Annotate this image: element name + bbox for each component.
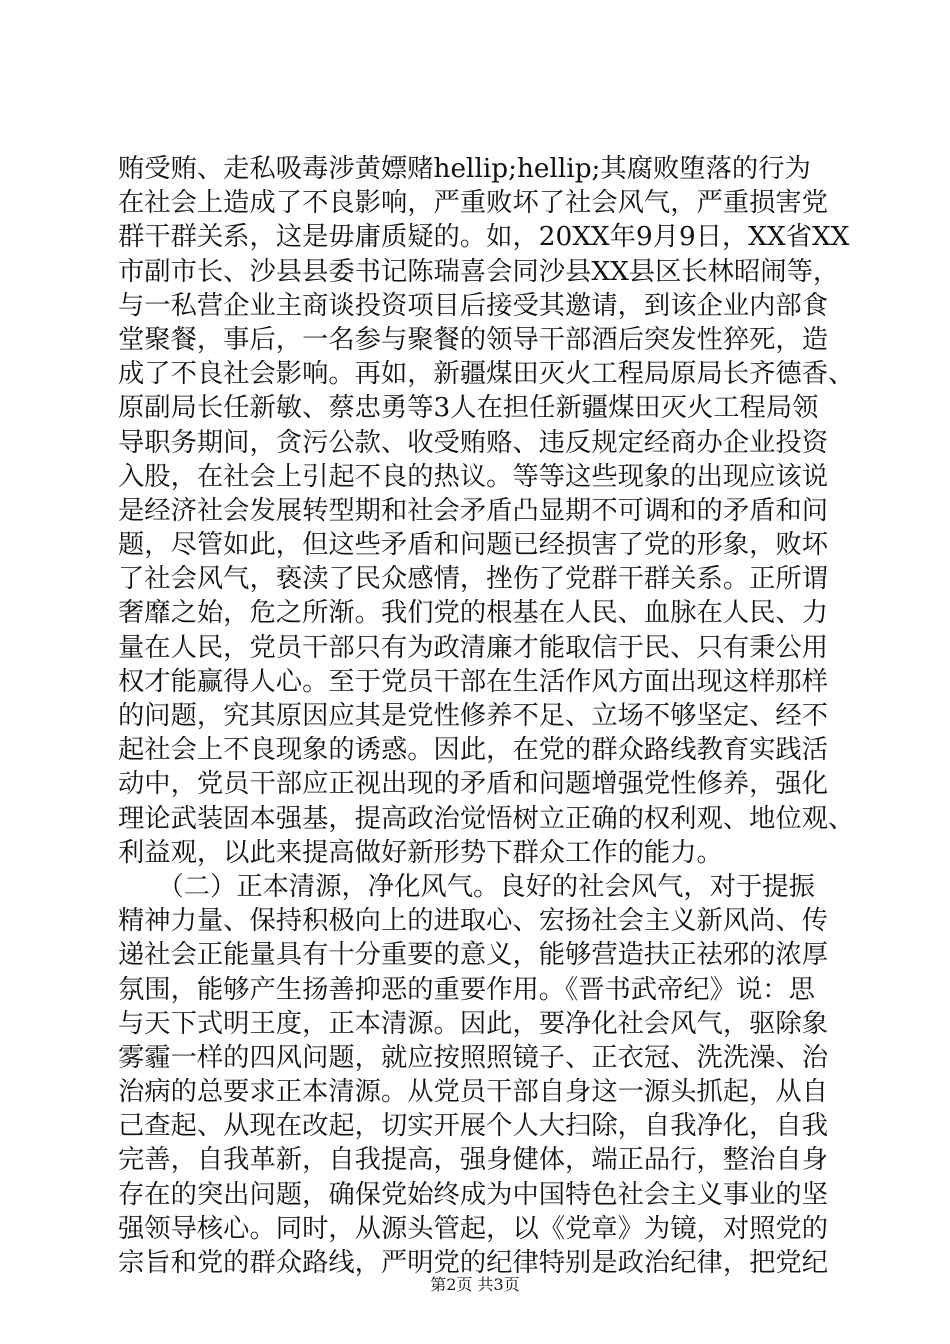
text-line: 堂聚餐，事后，一名参与聚餐的领导干部酒后突发性猝死，造 bbox=[118, 324, 829, 355]
text-line: 了社会风气，亵渎了民众感情，挫伤了党群干群关系。正所谓 bbox=[118, 564, 829, 595]
text-line: 强领导核心。同时，从源头管起，以《党章》为镜，对照党的 bbox=[118, 1213, 829, 1244]
text-line: （二）正本清源，净化风气。良好的社会风气，对于提振 bbox=[118, 871, 815, 902]
text-line: 存在的突出问题，确保党始终成为中国特色社会主义事业的坚 bbox=[118, 1179, 829, 1210]
text-line: 理论武装固本强基，提高政治觉悟树立正确的权利观、地位观、 bbox=[118, 803, 855, 834]
body-text bbox=[118, 152, 855, 1280]
text-line: 群干群关系，这是毋庸质疑的。如，20XX年9月9日，XX省XX bbox=[118, 222, 850, 253]
text-line: 量在人民，党员干部只有为政清廉才能取信于民、只有秉公用 bbox=[118, 632, 829, 663]
text-line: 是经济社会发展转型期和社会矛盾凸显期不可调和的矛盾和问 bbox=[118, 495, 829, 526]
text-line: 起社会上不良现象的诱惑。因此，在党的群众路线教育实践活 bbox=[118, 735, 829, 766]
text-line: 入股，在社会上引起不良的热议。等等这些现象的出现应该说 bbox=[118, 461, 829, 492]
text-line: 成了不良社会影响。再如，新疆煤田灭火工程局原局长齐德香、 bbox=[118, 359, 855, 390]
text-line: 完善，自我革新，自我提高，强身健体，端正品行，整治自身 bbox=[118, 1145, 829, 1176]
text-line: 贿受贿、走私吸毒涉黄嫖赌hellip;hellip;其腐败堕落的行为 bbox=[118, 154, 811, 184]
text-line: 导职务期间，贪污公款、收受贿赂、违反规定经商办企业投资 bbox=[118, 427, 829, 458]
text-line: 递社会正能量具有十分重要的意义，能够营造扶正祛邪的浓厚 bbox=[118, 940, 829, 971]
text-line: 己查起、从现在改起，切实开展个人大扫除，自我净化，自我 bbox=[118, 1111, 829, 1142]
text-line: 治病的总要求正本清源。从党员干部自身这一源头抓起，从自 bbox=[118, 1077, 829, 1108]
text-line: 市副市长、沙县县委书记陈瑞喜会同沙县XX县区长林昭闹等， bbox=[118, 256, 840, 287]
text-line: 利益观，以此来提高做好新形势下群众工作的能力。 bbox=[118, 837, 723, 868]
text-line: 宗旨和党的群众路线，严明党的纪律特别是政治纪律，把党纪 bbox=[118, 1248, 829, 1278]
text-line: 氛围，能够产生扬善抑恶的重要作用。《晋书武帝纪》说：思 bbox=[118, 974, 815, 1005]
text-line: 奢靡之始，危之所渐。我们党的根基在人民、血脉在人民、力 bbox=[118, 598, 829, 629]
text-line: 动中，党员干部应正视出现的矛盾和问题增强党性修养，强化 bbox=[118, 769, 829, 800]
text-line: 与天下式明王度，正本清源。因此，要净化社会风气，驱除象 bbox=[118, 1008, 829, 1039]
text-line: 在社会上造成了不良影响，严重败坏了社会风气，严重损害党 bbox=[118, 188, 829, 219]
text-line: 题，尽管如此，但这些矛盾和问题已经损害了党的形象，败坏 bbox=[118, 530, 829, 561]
text-line: 与一私营企业主商谈投资项目后接受其邀请，到该企业内部食 bbox=[118, 290, 829, 321]
text-line: 精神力量、保持积极向上的进取心、宏扬社会主义新风尚、传 bbox=[118, 906, 829, 937]
text-line: 的问题，究其原因应其是党性修养不足、立场不够坚定、经不 bbox=[118, 701, 829, 731]
text-line: 雾霾一样的四风问题，就应按照照镜子、正衣冠、洗洗澡、治 bbox=[118, 1042, 829, 1073]
text-line: 权才能赢得人心。至于党员干部在生活作风方面出现这样那样 bbox=[118, 666, 829, 697]
page-number-footer: 第2页 共3页 bbox=[430, 1275, 520, 1294]
text-line: 原副局长任新敏、蔡忠勇等3人在担任新疆煤田灭火工程局领 bbox=[118, 393, 819, 424]
